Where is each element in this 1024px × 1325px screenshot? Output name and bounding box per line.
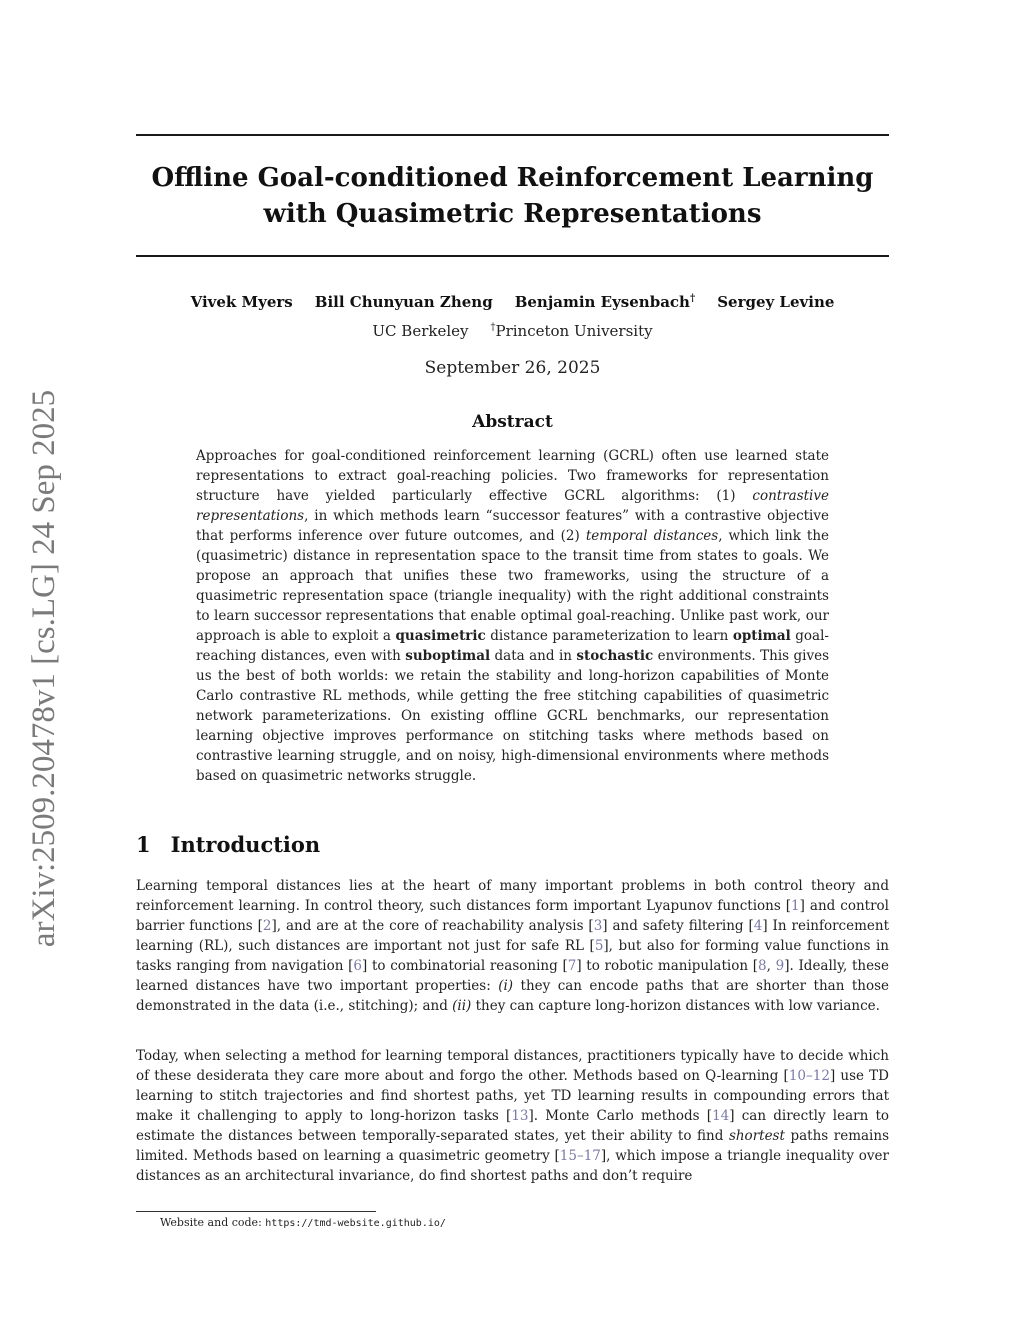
author: Bill Chunyuan Zheng [314,293,493,311]
title-rule-top [136,134,889,136]
author: Benjamin Eysenbach† [514,293,696,311]
citation-link[interactable]: 3 [593,918,603,934]
affiliation: UC Berkeley [372,322,469,340]
footnote [160,1216,446,1229]
section-title: Introduction [170,832,321,857]
citation-link[interactable]: 7 [567,958,577,974]
title-rule-bottom [136,255,889,257]
citation-link[interactable]: 6 [353,958,363,974]
author: Vivek Myers [190,293,293,311]
citation-link[interactable]: 13 [511,1108,529,1124]
abstract-text: Approaches for goal-conditioned reinforcement learning (GCRL) often use learned state representations to extract goal-reaching policies. Two frameworks for representation structure have yielded particularly effective GCRL algorithms: (1) contrastive representations, in which methods learn “successor features” with a contrastive objective that performs inference over future outcomes, and (2) temporal distances, which link the (quasimetric) distance in representation space to the transit time from states to goals. We propose an approach that unifies these two frameworks, using the structure of a quasimetric representation space (triangle inequality) with the right additional constraints to learn successor representations that enable optimal goal-reaching. Unlike past work, our approach is able to exploit a quasimetric distance parameterization to learn optimal goal-reaching distances, even with suboptimal data and in stochastic environments. This gives us the best of both worlds: we retain the stability and long-horizon capabilities of Monte Carlo contrastive RL methods, while getting the free stitching capabilities of quasimetric network parameterizations. On existing offline GCRL benchmarks, our representation learning objective improves performance on stitching tasks where methods based on contrastive learning struggle, and on noisy, high-dimensional environments where methods based on quasimetric networks struggle. [196,448,830,784]
citation-link[interactable]: 4 [753,918,763,934]
citation-link[interactable]: 14 [712,1108,730,1124]
citation-link[interactable]: 5 [594,938,604,954]
abstract-heading: Abstract [472,412,553,432]
paper-title: Offline Goal-conditioned Reinforcement Learning with Quasimetric Representations [151,163,874,229]
intro-paragraph-2: Today, when selecting a method for learning temporal distances, practitioners typically have to decide which of these desiderata they care more about and forgo the other. Methods based on Q-learning [10–12] use TD learning to stitch trajectories and find shortest paths, yet TD learning results in compounding errors that make it challenging to apply to long-horizon tasks [13]. Monte Carlo methods [14] can directly learn to estimate the distances between temporally-separated states, yet their ability to find shortest paths remains limited. Methods based on learning a quasimetric geometry [15–17], which impose a triangle inequality over distances as an architectural invariance, do find shortest paths and don’t require [136,1048,890,1184]
citation-link[interactable]: 8 [758,958,767,974]
affiliation-list [136,322,889,340]
intro-paragraph-1: Learning temporal distances lies at the heart of many important problems in both control theory and reinforcement learning. In control theory, such distances form important Lyapunov functions [1] and control barrier functions [2], and are at the core of reachability analysis [3] and safety filtering [4] In reinforcement learning (RL), such distances are important not just for safe RL [5], but also for forming value functions in tasks ranging from navigation [6] to combinatorial reasoning [7] to robotic manipulation [8, 9]. Ideally, these learned distances have two important properties: (i) they can encode paths that are shorter than those demonstrated in the data (i.e., stitching); and (ii) they can capture long-horizon distances with low variance. [136,878,889,1014]
section-heading-introduction [136,832,320,857]
arxiv-sidebar [26,378,63,958]
footnote-label: Website and code: [160,1216,266,1229]
citation-link[interactable]: 15–17 [559,1148,601,1164]
section-number: 1 [136,832,151,857]
website-link[interactable]: https://tmd-website.github.io/ [265,1218,446,1229]
author-list [136,293,889,311]
arxiv-identifier: arXiv:2509.20478v1 [cs.LG] 24 Sep 2025 [26,389,63,947]
citation-link[interactable]: 2 [262,918,272,934]
citation-link[interactable]: 10–12 [788,1068,830,1084]
author: Sergey Levine [717,293,835,311]
citation-link[interactable]: 1 [791,898,800,914]
affiliation: †Princeton University [490,322,653,340]
footnote-rule [136,1211,376,1212]
citation-link[interactable]: 9 [775,958,785,974]
publication-date: September 26, 2025 [424,358,601,378]
